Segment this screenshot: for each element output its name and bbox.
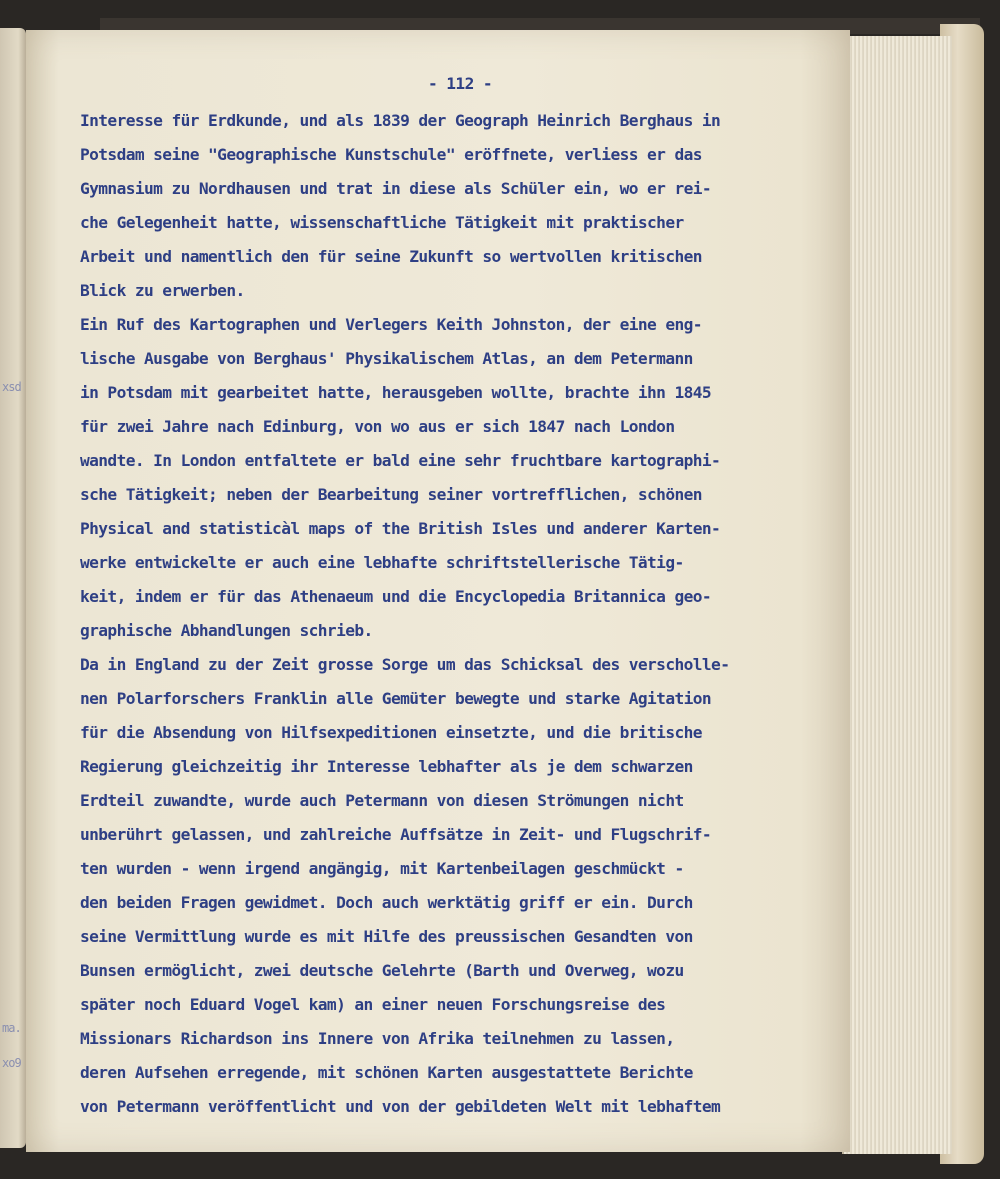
page-number: - 112 - [427,74,493,93]
text-line: unberührt gelassen, und zahlreiche Auffsätze in Zeit- und Flugschrif- [80,825,712,844]
text-line: keit, indem er für das Athenaeum und die Encyclopedia Britannica geo- [80,587,712,606]
text-line: in Potsdam mit gearbeitet hatte, herausgeben wollte, brachte ihn 1845 [80,383,712,402]
text-line: seine Vermittlung wurde es mit Hilfe des preussischen Gesandten von [80,927,693,946]
text-line: ten wurden - wenn irgend angängig, mit Kartenbeilagen geschmückt - [80,859,684,878]
text-line: Interesse für Erdkunde, und als 1839 der Geograph Heinrich Berghaus in [80,111,721,130]
left-margin-mark: ma. [2,1021,21,1035]
text-line: für die Absendung von Hilfsexpeditionen einsetzte, und die britische [80,723,702,742]
text-line: Arbeit und namentlich den für seine Zukunft so wertvollen kritischen [80,247,702,266]
text-line: den beiden Fragen gewidmet. Doch auch werktätig griff er ein. Durch [80,893,693,912]
text-line: Erdteil zuwandte, wurde auch Petermann von diesen Strömungen nicht [80,791,684,810]
text-line: werke entwickelte er auch eine lebhafte schriftstellerische Tätig- [80,553,684,572]
text-line: Bunsen ermöglicht, zwei deutsche Gelehrte (Barth und Overweg, wozu [80,961,684,980]
text-line: für zwei Jahre nach Edinburg, von wo aus er sich 1847 nach London [80,417,675,436]
text-line: nen Polarforschers Franklin alle Gemüter bewegte und starke Agitation [80,689,712,708]
text-line: Blick zu erwerben. [80,281,245,300]
text-line: che Gelegenheit hatte, wissenschaftliche Tätigkeit mit praktischer [80,213,684,232]
left-page [0,28,26,1148]
text-line: Potsdam seine "Geographische Kunstschule" eröffnete, verliess er das [80,145,702,164]
text-line: lische Ausgabe von Berghaus' Physikalischem Atlas, an dem Petermann [80,349,693,368]
text-line: Gymnasium zu Nordhausen und trat in diese als Schüler ein, wo er rei- [80,179,712,198]
text-line: deren Aufsehen erregende, mit schönen Karten ausgestattete Berichte [80,1063,693,1082]
left-margin-mark: xo9 [2,1056,21,1070]
text-line: Physical and statisticàl maps of the British Isles und anderer Karten- [80,519,721,538]
text-line: später noch Eduard Vogel kam) an einer neuen Forschungsreise des [80,995,666,1014]
text-line: Regierung gleichzeitig ihr Interesse lebhafter als je dem schwarzen [80,757,693,776]
text-line: Missionars Richardson ins Innere von Afrika teilnehmen zu lassen, [80,1029,675,1048]
left-margin-mark: xsd [2,380,21,394]
text-line: sche Tätigkeit; neben der Bearbeitung seiner vortrefflichen, schönen [80,485,702,504]
text-line: Da in England zu der Zeit grosse Sorge um das Schicksal des verscholle- [80,655,730,674]
page-edges [842,36,952,1154]
text-line: graphische Abhandlungen schrieb. [80,621,373,640]
text-line: Ein Ruf des Kartographen und Verlegers Keith Johnston, der eine eng- [80,315,702,334]
text-line: wandte. In London entfaltete er bald eine sehr fruchtbare kartographi- [80,451,721,470]
text-line: von Petermann veröffentlicht und von der gebildeten Welt mit lebhaftem [80,1097,721,1116]
